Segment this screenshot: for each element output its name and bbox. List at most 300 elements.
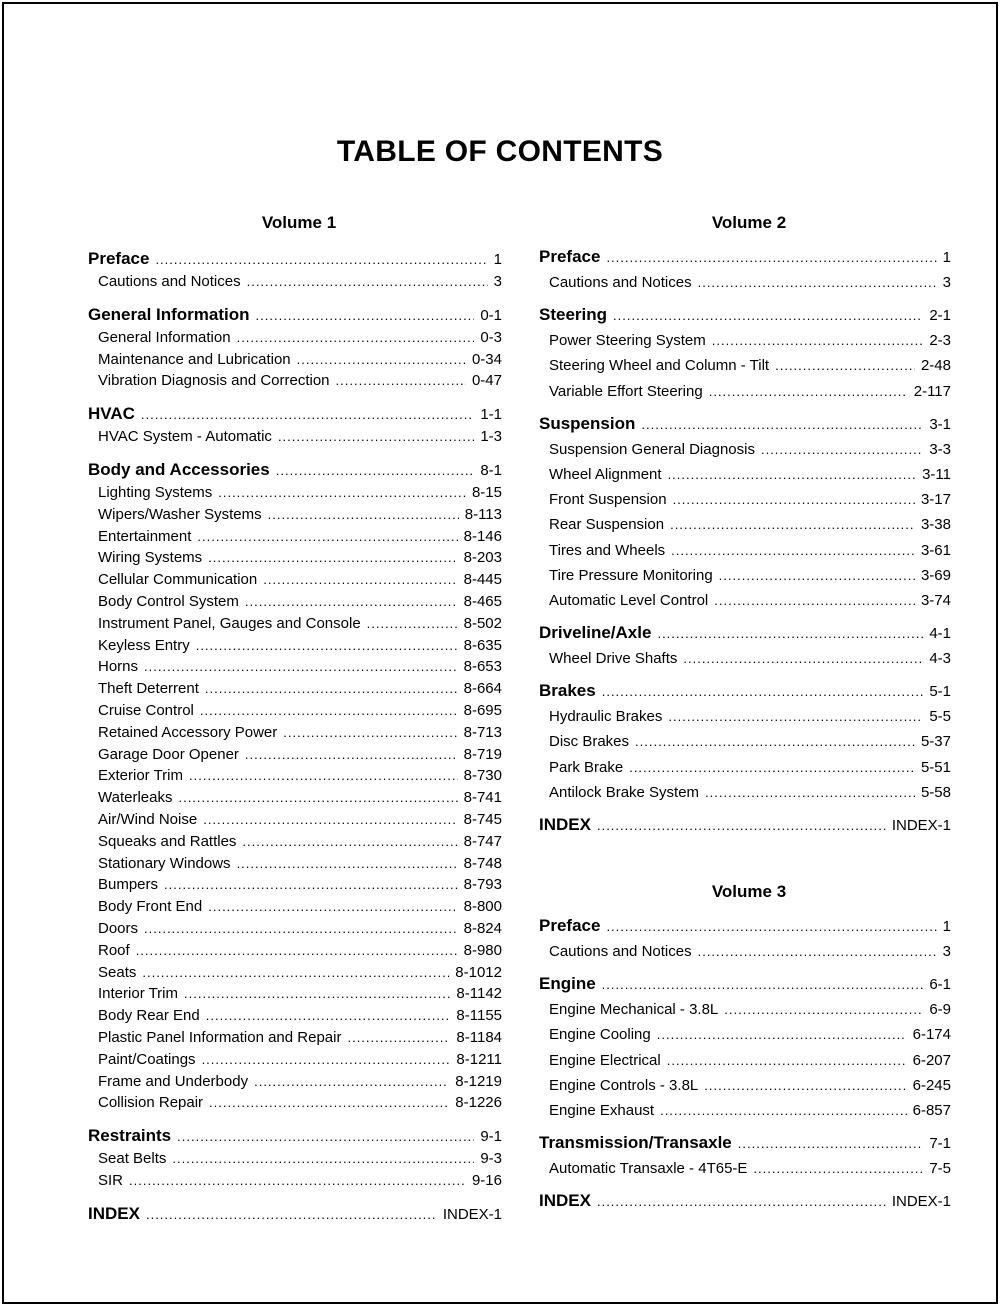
dot-leader xyxy=(367,613,458,635)
page-number: 8-502 xyxy=(463,614,502,632)
page-number: 0-34 xyxy=(471,350,502,368)
toc-entry xyxy=(88,744,502,766)
page-number: 3 xyxy=(493,273,502,290)
section-heading xyxy=(539,970,951,997)
dot-leader xyxy=(660,1098,907,1123)
toc-entry xyxy=(539,353,951,378)
toc-entry xyxy=(88,896,502,918)
volume-block xyxy=(539,209,951,838)
section-heading xyxy=(88,1124,502,1148)
page-number: 6-1 xyxy=(929,976,951,994)
page-number: 8-730 xyxy=(463,767,502,785)
page-number: 8-664 xyxy=(463,680,502,698)
dot-leader xyxy=(641,411,923,438)
page-number: 3-61 xyxy=(920,541,951,559)
toc-entry xyxy=(88,983,502,1005)
toc-entry xyxy=(88,809,502,831)
page-number: 8-824 xyxy=(463,919,502,937)
section-heading xyxy=(88,1202,502,1226)
entry-title: Paint/Coatings xyxy=(98,1050,196,1068)
dot-leader xyxy=(673,487,915,512)
entry-title: Seat Belts xyxy=(98,1150,167,1168)
entry-title: Entertainment xyxy=(98,527,192,545)
dot-leader xyxy=(144,918,458,940)
page-number: 8-719 xyxy=(463,745,502,763)
entry-title: Variable Effort Steering xyxy=(549,382,703,400)
dot-leader xyxy=(719,563,915,588)
toc-entry xyxy=(539,780,951,805)
toc-entry xyxy=(88,1005,502,1027)
entry-title: Engine Cooling xyxy=(549,1026,651,1044)
dot-leader xyxy=(297,349,466,371)
toc-section xyxy=(88,402,502,448)
entry-title: Retained Accessory Power xyxy=(98,723,278,741)
section-title: Body and Accessories xyxy=(88,459,270,479)
dot-leader xyxy=(172,1148,474,1170)
section-heading xyxy=(539,301,951,328)
dot-leader xyxy=(155,248,487,272)
section-heading xyxy=(539,677,951,704)
dot-leader xyxy=(205,678,458,700)
section-title: Steering xyxy=(539,305,608,325)
entry-title: Maintenance and Lubrication xyxy=(98,350,291,368)
dot-leader xyxy=(184,983,450,1005)
toc-entry xyxy=(539,1073,951,1098)
entry-title: Frame and Underbody xyxy=(98,1072,249,1090)
section-title: INDEX xyxy=(539,1191,591,1211)
page-number: 3-74 xyxy=(920,591,951,609)
section-title: Driveline/Axle xyxy=(539,623,652,643)
dot-leader xyxy=(209,1092,449,1114)
dot-leader xyxy=(683,646,923,671)
toc-section xyxy=(88,303,502,392)
page-number: 2-117 xyxy=(913,382,951,400)
dot-leader xyxy=(200,700,458,722)
entry-title: General Information xyxy=(98,328,231,346)
page-number: 8-113 xyxy=(464,505,502,523)
entry-title: Theft Deterrent xyxy=(98,680,199,698)
dot-leader xyxy=(141,403,474,427)
page-number: 3-3 xyxy=(929,440,951,458)
dot-leader xyxy=(698,270,937,295)
toc-section xyxy=(88,1202,502,1226)
dot-leader xyxy=(189,765,458,787)
dot-leader xyxy=(208,547,457,569)
dot-leader xyxy=(667,1048,907,1073)
dot-leader xyxy=(775,353,915,378)
toc-entry xyxy=(539,538,951,563)
toc-entry xyxy=(539,462,951,487)
dot-leader xyxy=(146,1203,437,1227)
entry-title: HVAC System - Automatic xyxy=(98,428,272,446)
page-number: 6-245 xyxy=(912,1076,951,1094)
entry-title: Wheel Alignment xyxy=(549,465,662,483)
page-number: 6-174 xyxy=(912,1026,951,1044)
dot-leader xyxy=(714,588,915,613)
toc-page xyxy=(2,2,998,1304)
toc-section xyxy=(88,1124,502,1192)
dot-leader xyxy=(268,504,459,526)
toc-entry xyxy=(539,997,951,1022)
volume-1-column xyxy=(88,209,502,1226)
toc-entry xyxy=(88,569,502,591)
section-title: Engine xyxy=(539,974,596,994)
volume-heading: Volume 3 xyxy=(711,882,787,901)
page-number: 8-793 xyxy=(463,876,502,894)
page-number: INDEX-1 xyxy=(442,1205,502,1223)
page-number: INDEX-1 xyxy=(891,1193,951,1211)
entry-title: Front Suspension xyxy=(549,491,667,509)
page-number: 7-1 xyxy=(929,1135,951,1153)
page-number: 4-3 xyxy=(929,650,951,668)
toc-entry xyxy=(539,563,951,588)
page-number: 9-16 xyxy=(471,1171,502,1189)
entry-title: Hydraulic Brakes xyxy=(549,708,663,726)
toc-entry xyxy=(88,349,502,371)
volume-2-3-column xyxy=(539,209,951,1214)
toc-entry xyxy=(88,787,502,809)
toc-entry xyxy=(88,700,502,722)
toc-entry xyxy=(88,1071,502,1093)
toc-entry xyxy=(88,591,502,613)
dot-leader xyxy=(606,244,936,271)
toc-entry xyxy=(88,482,502,504)
entry-title: Garage Door Opener xyxy=(98,745,239,763)
dot-leader xyxy=(668,704,923,729)
entry-title: Wipers/Washer Systems xyxy=(98,505,262,523)
toc-entry xyxy=(88,370,502,392)
dot-leader xyxy=(629,755,915,780)
dot-leader xyxy=(178,787,457,809)
volume-block xyxy=(88,209,502,1226)
page-number: 8-1219 xyxy=(455,1072,502,1090)
dot-leader xyxy=(709,379,908,404)
dot-leader xyxy=(136,940,458,962)
entry-title: Body Rear End xyxy=(98,1007,200,1025)
entry-title: Lighting Systems xyxy=(98,483,213,501)
page-title: TABLE OF CONTENTS xyxy=(336,135,664,168)
toc-section xyxy=(539,1129,951,1181)
section-heading xyxy=(88,303,502,327)
page-number: 1-1 xyxy=(480,406,502,424)
entry-title: Automatic Transaxle - 4T65-E xyxy=(549,1160,748,1178)
dot-leader xyxy=(705,780,915,805)
section-title: Restraints xyxy=(88,1126,172,1146)
toc-entry xyxy=(88,1092,502,1114)
entry-title: Air/Wind Noise xyxy=(98,810,198,828)
toc-entry xyxy=(88,327,502,349)
toc-entry xyxy=(539,437,951,462)
toc-entry xyxy=(88,874,502,896)
dot-leader xyxy=(635,729,915,754)
volume-block xyxy=(539,878,951,1214)
entry-title: Cautions and Notices xyxy=(549,943,692,960)
toc-entry xyxy=(539,1098,951,1123)
dot-leader xyxy=(597,812,886,839)
dot-leader xyxy=(245,591,458,613)
toc-entry xyxy=(539,379,951,404)
toc-entry xyxy=(88,678,502,700)
entry-title: Power Steering System xyxy=(549,332,706,350)
page-number: 6-207 xyxy=(912,1051,951,1069)
section-title: INDEX xyxy=(539,815,591,834)
page-number: 7-5 xyxy=(929,1160,951,1178)
page-number: 8-747 xyxy=(463,832,502,850)
section-heading xyxy=(539,1129,951,1156)
page-number: 8-635 xyxy=(463,636,502,654)
entry-title: Plastic Panel Information and Repair xyxy=(98,1028,342,1046)
section-title: Suspension xyxy=(539,413,636,433)
entry-title: Disc Brakes xyxy=(549,733,630,751)
dot-leader xyxy=(657,620,923,647)
section-heading xyxy=(88,402,502,426)
entry-title: Stationary Windows xyxy=(98,854,231,872)
section-heading xyxy=(88,458,502,482)
page-number: 3-11 xyxy=(922,465,951,483)
toc-entry xyxy=(539,328,951,353)
page-number: 1 xyxy=(942,249,951,266)
dot-leader xyxy=(753,1156,923,1181)
page-number: 8-465 xyxy=(463,592,502,610)
page-number: 3-69 xyxy=(920,566,951,584)
entry-title: Tire Pressure Monitoring xyxy=(549,566,713,584)
dot-leader xyxy=(602,678,924,705)
section-title: HVAC xyxy=(88,404,135,424)
page-number: 8-1226 xyxy=(455,1094,502,1112)
entry-title: Exterior Trim xyxy=(98,767,184,785)
page-number: 8-1142 xyxy=(456,985,502,1003)
toc-entry xyxy=(539,646,951,671)
page-number: 8-980 xyxy=(463,941,502,959)
page-number: 3-1 xyxy=(929,415,951,433)
page-number: 8-741 xyxy=(463,789,502,807)
dot-leader xyxy=(738,1130,924,1157)
section-heading xyxy=(539,811,951,838)
page-number: 8-445 xyxy=(463,571,502,589)
toc-entry xyxy=(539,270,951,295)
toc-section xyxy=(539,410,951,613)
page-number: 3-17 xyxy=(920,491,951,509)
dot-leader xyxy=(242,831,457,853)
dot-leader xyxy=(237,853,458,875)
entry-title: Wheel Drive Shafts xyxy=(549,650,678,668)
section-title: Transmission/Transaxle xyxy=(539,1133,732,1153)
page-number: INDEX-1 xyxy=(891,817,951,834)
dot-leader xyxy=(668,462,917,487)
page-number: 2-48 xyxy=(920,357,951,375)
toc-entry xyxy=(539,1156,951,1181)
volume-heading: Volume 2 xyxy=(711,213,787,232)
section-heading xyxy=(539,912,951,939)
toc-entry xyxy=(88,853,502,875)
toc-entry xyxy=(88,613,502,635)
dot-leader xyxy=(602,971,924,998)
dot-leader xyxy=(347,1027,450,1049)
toc-entry xyxy=(88,1148,502,1170)
entry-title: Cautions and Notices xyxy=(98,273,241,290)
entry-title: Engine Electrical xyxy=(549,1051,661,1069)
dot-leader xyxy=(657,1022,907,1047)
toc-section xyxy=(539,912,951,964)
toc-entry xyxy=(539,487,951,512)
page-number: 6-9 xyxy=(929,1001,951,1019)
section-title: Preface xyxy=(88,249,150,268)
toc-entry xyxy=(88,526,502,548)
dot-leader xyxy=(129,1170,466,1192)
dot-leader xyxy=(142,962,449,984)
section-title: Preface xyxy=(539,247,601,266)
toc-entry xyxy=(88,656,502,678)
section-heading xyxy=(539,410,951,437)
toc-section xyxy=(539,811,951,838)
dot-leader xyxy=(724,997,923,1022)
dot-leader xyxy=(203,809,457,831)
toc-entry xyxy=(88,1027,502,1049)
page-number: 8-653 xyxy=(463,658,502,676)
page-number: 3 xyxy=(942,943,951,960)
section-heading xyxy=(539,243,951,270)
entry-title: Engine Mechanical - 3.8L xyxy=(549,1001,719,1019)
page-number: 1-3 xyxy=(480,428,502,446)
toc-entry xyxy=(88,831,502,853)
toc-entry xyxy=(88,547,502,569)
dot-leader xyxy=(208,896,457,918)
page-number: 9-1 xyxy=(480,1128,502,1146)
entry-title: Tires and Wheels xyxy=(549,541,666,559)
section-title: INDEX xyxy=(88,1203,140,1223)
entry-title: Engine Controls - 3.8L xyxy=(549,1076,699,1094)
toc-entry xyxy=(539,512,951,537)
page-number: 0-3 xyxy=(480,328,502,346)
toc-entry xyxy=(88,1170,502,1192)
dot-leader xyxy=(671,538,915,563)
dot-leader xyxy=(247,271,488,293)
entry-title: Suspension General Diagnosis xyxy=(549,440,755,458)
page-number: 3-38 xyxy=(920,516,951,534)
toc-section xyxy=(539,970,951,1123)
toc-section xyxy=(88,458,502,1114)
entry-title: Squeaks and Rattles xyxy=(98,832,237,850)
page-number: 0-47 xyxy=(471,372,502,390)
dot-leader xyxy=(254,1071,449,1093)
entry-title: Cruise Control xyxy=(98,701,194,719)
volume-heading: Volume 1 xyxy=(261,213,337,232)
entry-title: Horns xyxy=(98,658,139,676)
toc-entry xyxy=(88,722,502,744)
page-number: 8-1 xyxy=(480,461,502,479)
entry-title: Instrument Panel, Gauges and Console xyxy=(98,614,361,632)
page-number: 1 xyxy=(493,251,502,268)
section-title: General Information xyxy=(88,304,250,324)
page-number: 8-1155 xyxy=(456,1007,502,1025)
dot-leader xyxy=(283,722,457,744)
toc-entry xyxy=(88,635,502,657)
toc-entry xyxy=(539,588,951,613)
dot-leader xyxy=(712,328,924,353)
toc-entry xyxy=(539,1022,951,1047)
page-number: 8-745 xyxy=(463,810,502,828)
dot-leader xyxy=(597,1188,886,1215)
toc-entry xyxy=(88,504,502,526)
toc-entry xyxy=(88,765,502,787)
toc-entry xyxy=(88,962,502,984)
entry-title: Wiring Systems xyxy=(98,549,203,567)
entry-title: Collision Repair xyxy=(98,1094,204,1112)
dot-leader xyxy=(606,913,936,940)
page-number: 8-748 xyxy=(463,854,502,872)
dot-leader xyxy=(761,437,923,462)
toc-entry xyxy=(539,729,951,754)
dot-leader xyxy=(218,482,466,504)
dot-leader xyxy=(276,459,475,483)
toc-section xyxy=(539,1187,951,1214)
page-number: 8-713 xyxy=(463,723,502,741)
page-number: 5-37 xyxy=(920,733,951,751)
dot-leader xyxy=(278,426,474,448)
page-number: 2-3 xyxy=(929,332,951,350)
toc-section xyxy=(539,243,951,295)
entry-title: Park Brake xyxy=(549,758,624,776)
entry-title: Cautions and Notices xyxy=(549,274,692,291)
dot-leader xyxy=(206,1005,451,1027)
page-number: 5-5 xyxy=(929,708,951,726)
entry-title: Doors xyxy=(98,919,139,937)
toc-entry xyxy=(88,918,502,940)
toc-entry xyxy=(539,755,951,780)
dot-leader xyxy=(237,327,475,349)
page-number: 8-1012 xyxy=(455,963,502,981)
page-number: 8-800 xyxy=(463,898,502,916)
toc-entry xyxy=(88,271,502,293)
page-number: 5-1 xyxy=(929,683,951,701)
entry-title: Body Front End xyxy=(98,898,203,916)
entry-title: Interior Trim xyxy=(98,985,179,1003)
section-heading xyxy=(539,619,951,646)
page-number: 8-1184 xyxy=(456,1028,502,1046)
page-number: 8-695 xyxy=(463,701,502,719)
toc-entry xyxy=(539,704,951,729)
dot-leader xyxy=(202,1049,451,1071)
entry-title: Seats xyxy=(98,963,137,981)
section-title: Preface xyxy=(539,916,601,935)
dot-leader xyxy=(704,1073,906,1098)
dot-leader xyxy=(197,526,457,548)
page-number: 9-3 xyxy=(480,1150,502,1168)
entry-title: SIR xyxy=(98,1171,124,1189)
toc-entry xyxy=(539,939,951,964)
page-number: 4-1 xyxy=(929,625,951,643)
entry-title: Roof xyxy=(98,941,130,959)
entry-title: Automatic Level Control xyxy=(549,591,709,609)
toc-entry xyxy=(88,426,502,448)
page-number: 3 xyxy=(942,274,951,291)
entry-title: Steering Wheel and Column - Tilt xyxy=(549,357,770,375)
entry-title: Keyless Entry xyxy=(98,636,190,654)
page-number: 6-857 xyxy=(912,1101,951,1119)
page-number: 5-58 xyxy=(920,783,951,801)
dot-leader xyxy=(613,302,923,329)
toc-entry xyxy=(88,1049,502,1071)
entry-title: Cellular Communication xyxy=(98,571,258,589)
dot-leader xyxy=(196,635,458,657)
page-number: 8-15 xyxy=(471,483,502,501)
page-number: 5-51 xyxy=(920,758,951,776)
toc-section xyxy=(539,619,951,671)
dot-leader xyxy=(698,939,937,964)
dot-leader xyxy=(336,370,466,392)
entry-title: Engine Exhaust xyxy=(549,1101,655,1119)
page-number: 8-146 xyxy=(463,527,502,545)
